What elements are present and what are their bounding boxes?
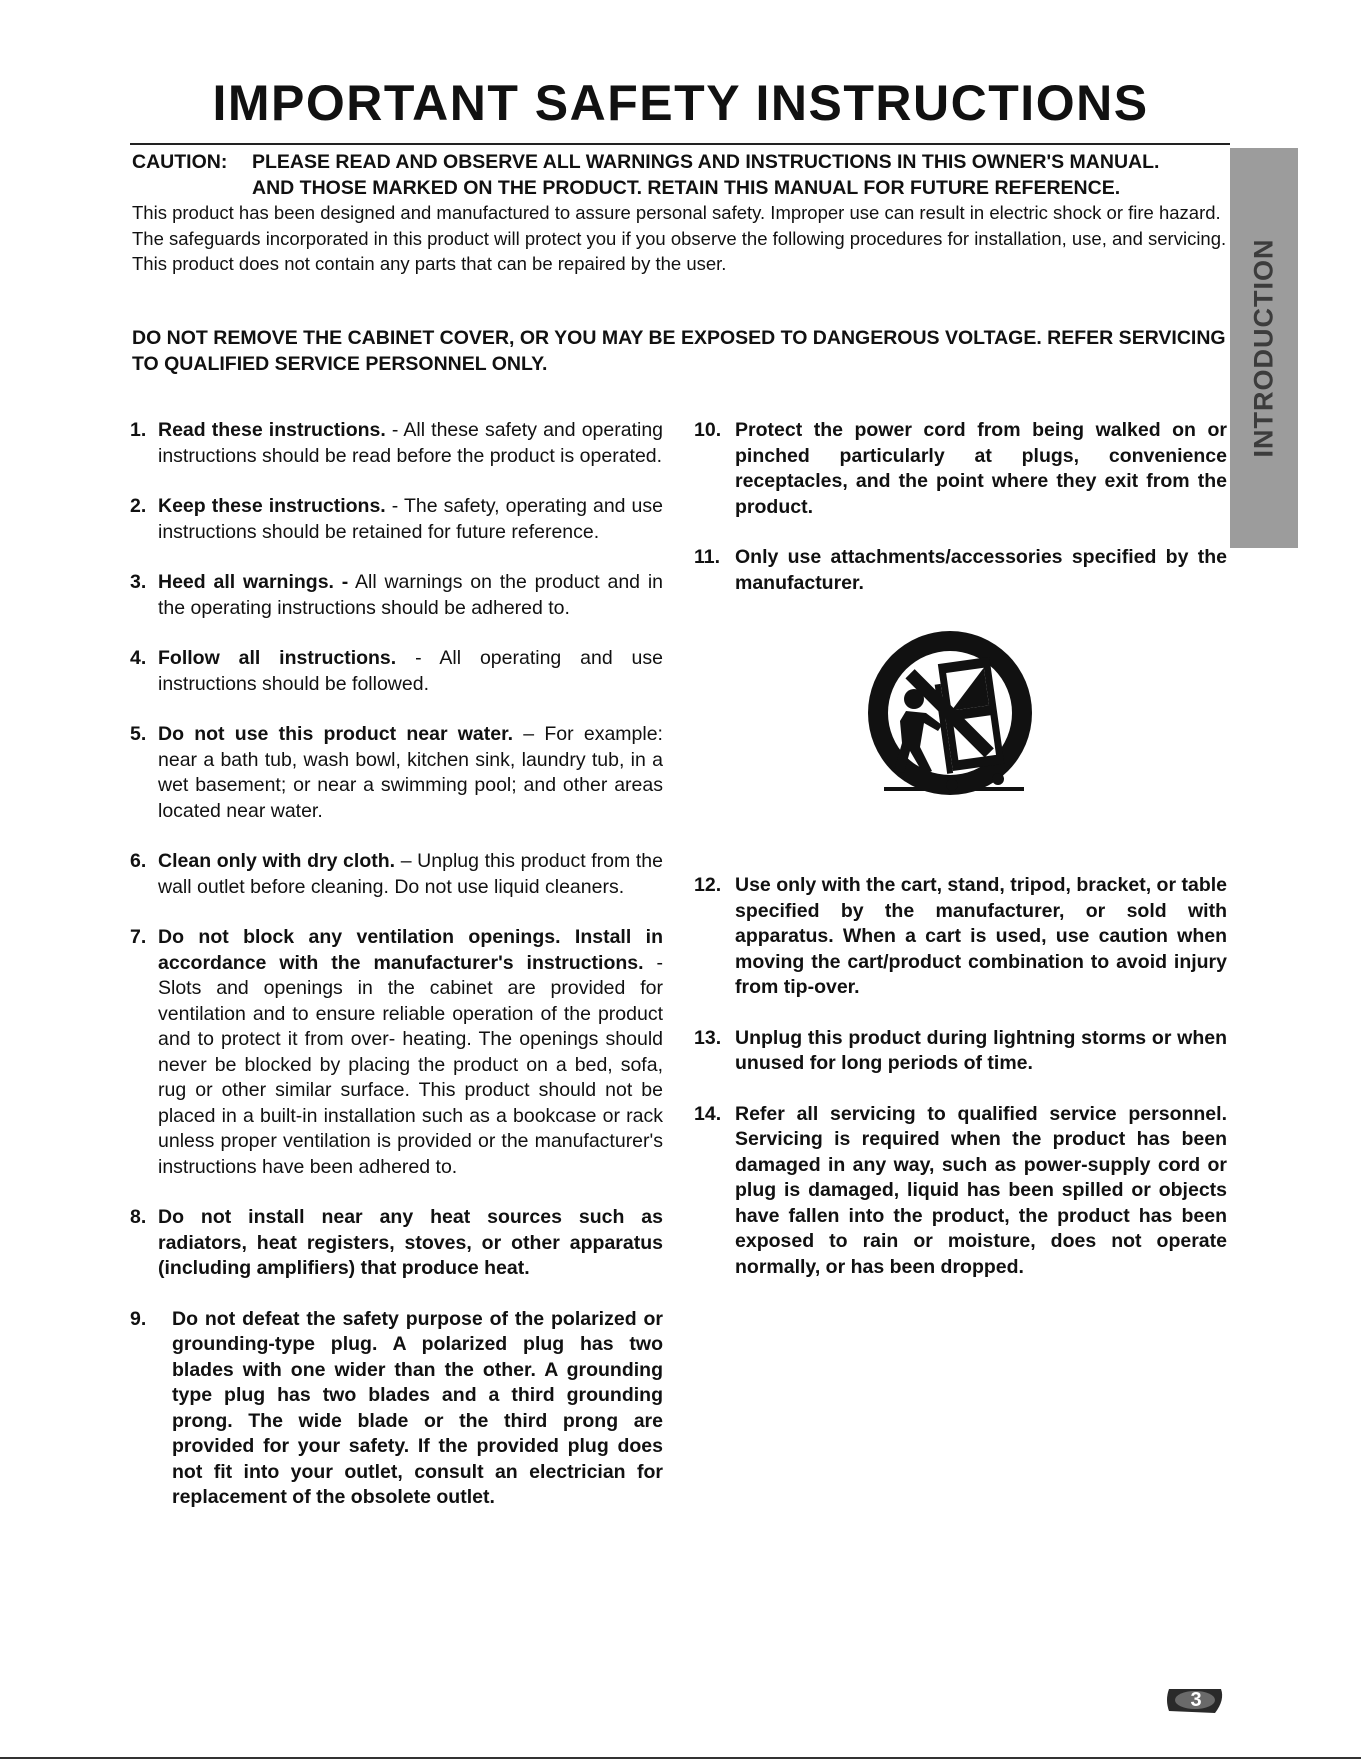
item-lead: Heed all warnings. -: [158, 571, 349, 593]
item-text: Unplug this product during lightning storms or when unused for long periods of time.: [735, 1026, 1227, 1074]
item-text: Protect the power cord from being walked on or pinched particularly at plugs, convenience receptacles, and the point where they exit from the product.: [735, 419, 1227, 518]
side-tab-label: INTRODUCTION: [1248, 238, 1279, 458]
item-text: Only use attachments/accessories specified by the manufacturer.: [735, 546, 1227, 594]
intro-paragraph-2: This product does not contain any parts that can be repaired by the user.: [132, 253, 727, 274]
item-number: 1.: [130, 419, 147, 441]
item-text: - All operating and use instructions should be followed.: [158, 647, 664, 695]
item-number: 2.: [130, 495, 147, 517]
instructions-left-column: [130, 418, 663, 1536]
item-number: 9.: [130, 1307, 147, 1330]
item-number: 13.: [694, 1026, 722, 1049]
caution-label: CAUTION:: [132, 151, 228, 173]
item-text: Do not defeat the safety purpose of the polarized or grounding-type plug. A polarized plug has two blades with one wider than the other. A grounding type plug has two blades and a third grounding prong. The wide blade or the third prong are provided for your safety. If the provided plug does not fit into your outlet, consult an electrician for replacement of the obsolete outlet.: [172, 1307, 663, 1508]
item-text: Use only with the cart, stand, tripod, bracket, or table specified by the manufacturer, or sold with apparatus. When a cart is used, use caution when moving the cart/product combination to avoid injury from tip-over.: [735, 874, 1227, 998]
instruction-item: [130, 849, 663, 900]
caution-text-1: PLEASE READ AND OBSERVE ALL WARNINGS AND INSTRUCTIONS IN THIS OWNER'S MANUAL.: [252, 151, 1160, 173]
item-lead: Do not block any ventilation openings. Install in accordance with the manufacturer's instructions.: [158, 926, 663, 974]
item-number: 12.: [694, 874, 722, 896]
item-number: 7.: [130, 926, 147, 948]
item-number: 4.: [130, 647, 147, 669]
item-number: 5.: [130, 723, 147, 745]
item-text: – Unplug this product from the wall outlet before cleaning. Do not use liquid cleaners.: [158, 850, 663, 898]
item-number: 10.: [694, 419, 722, 441]
intro-paragraph-1: This product has been designed and manufactured to assure personal safety. Improper use can result in electric shock or fire hazard. The safeguards incorporated in this product will protect you if you observe the following procedures for installation, use, and servicing.: [132, 202, 1227, 249]
instruction-item: [694, 1102, 1227, 1281]
item-text: - All these safety and operating instructions should be read before the product is operated.: [158, 419, 664, 467]
page-number: 3: [1190, 1689, 1202, 1711]
instruction-item: [130, 1307, 663, 1511]
item-number: 8.: [130, 1206, 147, 1228]
item-lead: Clean only with dry cloth.: [158, 850, 396, 872]
instructions-right-column: [694, 418, 1227, 1305]
item-number: 14.: [694, 1102, 722, 1125]
item-number: 3.: [130, 571, 147, 593]
item-text: – For example: near a bath tub, wash bowl, kitchen sink, laundry tub, in a wet basement; or near a swimming pool; and other areas located near water.: [158, 723, 663, 822]
bottom-rule: [0, 1757, 1361, 1759]
instruction-item: [130, 418, 663, 469]
item-lead: Follow all instructions.: [158, 647, 397, 669]
item-lead: Read these instructions.: [158, 419, 386, 441]
instruction-item: [130, 494, 663, 545]
instruction-item: [694, 873, 1227, 1001]
caution-block: [132, 150, 1232, 201]
item-text: - The safety, operating and use instructions should be retained for future reference.: [158, 495, 663, 543]
voltage-warning: DO NOT REMOVE THE CABINET COVER, OR YOU MAY BE EXPOSED TO DANGEROUS VOLTAGE. REFER SERVICING TO QUALIFIED SERVICE PERSONNEL ONLY.: [132, 327, 1226, 375]
item-text: Refer all servicing to qualified service personnel. Servicing is required when the product has been damaged in any way, such as power-supply cord or plug is damaged, liquid has been spilled or objects have fallen into the product, the product has been exposed to rain or moisture, does not operate normally, or has been dropped.: [735, 1102, 1227, 1278]
page-title: IMPORTANT SAFETY INSTRUCTIONS: [212, 75, 1149, 131]
instruction-item: [130, 925, 663, 1180]
instruction-item: [130, 722, 663, 824]
instruction-item: [694, 418, 1227, 520]
caution-line-1: [132, 150, 1232, 176]
instruction-item: [694, 545, 1227, 596]
intro-text: [132, 200, 1232, 277]
title-rule: [130, 143, 1230, 145]
instruction-item: [694, 1026, 1227, 1077]
instruction-item: [130, 646, 663, 697]
item-number: 6.: [130, 850, 147, 872]
caution-line-2: AND THOSE MARKED ON THE PRODUCT. RETAIN THIS MANUAL FOR FUTURE REFERENCE.: [252, 176, 1121, 199]
item-number: 11.: [694, 546, 721, 568]
item-text: - Slots and openings in the cabinet are provided for ventilation and to ensure reliable operation of the product and to protect it from over- heating. The openings should never be blocked by placing the product on a bed, sofa, rug or other similar surface. This product should not be placed in a built-in installation such as a bookcase or rack unless proper ventilation is provided or the manufacturer's instructions have been adhered to.: [158, 951, 663, 1178]
item-lead: Do not use this product near water.: [158, 723, 514, 745]
cart-tip-over-warning-icon: [854, 621, 1054, 821]
instruction-item: [130, 570, 663, 621]
instruction-item: [130, 1205, 663, 1282]
item-lead: Keep these instructions.: [158, 495, 386, 517]
item-text: Do not install near any heat sources such as radiators, heat registers, stoves, or other apparatus (including amplifiers) that produce heat.: [158, 1206, 663, 1279]
item-text: All warnings on the product and in the operating instructions should be adhered to.: [158, 571, 663, 619]
